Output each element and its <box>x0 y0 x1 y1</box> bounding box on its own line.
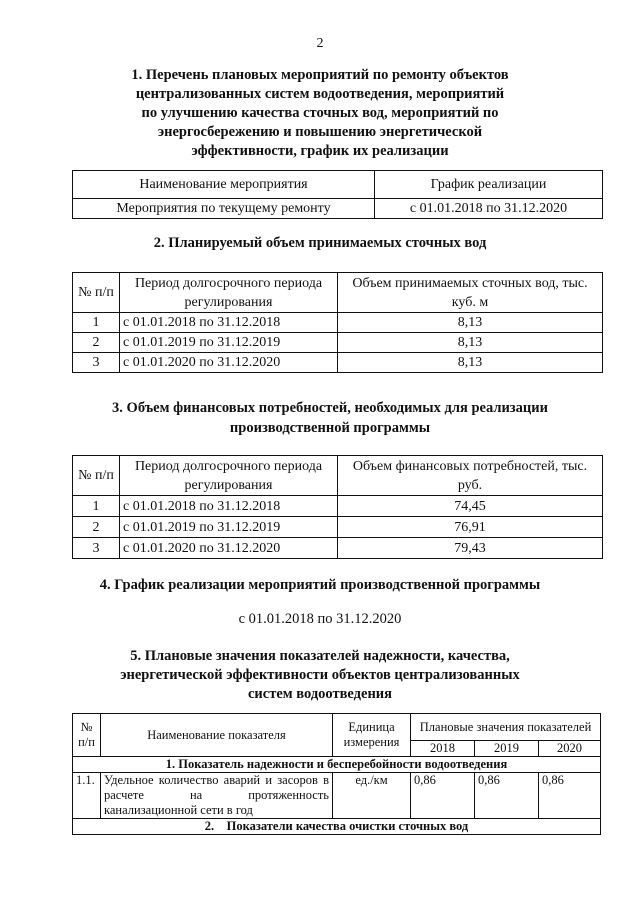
section4-period: с 01.01.2018 по 31.12.2020 <box>238 611 402 627</box>
activity-schedule-cell: с 01.01.2018 по 31.12.2020 <box>375 199 603 219</box>
row-period: с 01.01.2019 по 31.12.2019 <box>120 333 338 353</box>
section5-title-line: систем водоотведения <box>247 686 393 702</box>
row-period: с 01.01.2018 по 31.12.2018 <box>120 496 338 517</box>
row-amount: 79,43 <box>338 538 603 559</box>
row-amount: 76,91 <box>338 517 603 538</box>
table-row <box>73 353 603 373</box>
table-row <box>73 333 603 353</box>
table-row <box>73 538 603 559</box>
header-num: № п/п <box>73 714 101 757</box>
row-value-2020: 0,86 <box>539 773 601 819</box>
indicators-table <box>72 713 601 835</box>
header-num: № п/п <box>73 456 120 496</box>
header-year-2020: 2020 <box>539 741 601 757</box>
row-period: с 01.01.2020 по 31.12.2020 <box>120 353 338 373</box>
table-row <box>73 496 603 517</box>
header-period: Период долгосрочного периода регулирования <box>120 456 338 496</box>
row-period: с 01.01.2020 по 31.12.2020 <box>120 538 338 559</box>
page-number: 2 <box>316 36 324 51</box>
section1-title <box>90 66 550 161</box>
section5-title <box>60 647 580 704</box>
row-period: с 01.01.2019 по 31.12.2019 <box>120 517 338 538</box>
row-unit: ед./км <box>333 773 411 819</box>
row-period: с 01.01.2018 по 31.12.2018 <box>120 313 338 333</box>
header-year-2019: 2019 <box>475 741 539 757</box>
table-row <box>73 313 603 333</box>
header-indicator-name: Наименование показателя <box>101 714 333 757</box>
row-num: 3 <box>73 353 120 373</box>
row-num: 1 <box>73 313 120 333</box>
row-volume: 8,13 <box>338 353 603 373</box>
row-num: 2 <box>73 517 120 538</box>
row-num: 1 <box>73 496 120 517</box>
section4-title: 4. График реализации мероприятий производственной программы <box>99 577 541 593</box>
row-num: 1.1. <box>73 773 101 819</box>
section1-title-line: 1. Перечень плановых мероприятий по ремонту объектов <box>131 67 509 83</box>
row-amount: 74,45 <box>338 496 603 517</box>
row-volume: 8,13 <box>338 313 603 333</box>
activity-name-cell: Мероприятия по текущему ремонту <box>73 199 375 219</box>
row-num: 3 <box>73 538 120 559</box>
section3-title-line: производственной программы <box>229 420 431 436</box>
header-planned-values: Плановые значения показателей <box>411 714 601 741</box>
table-row <box>73 517 603 538</box>
header-year-2018: 2018 <box>411 741 475 757</box>
section3-title <box>60 398 600 438</box>
header-volume: Объем принимаемых сточных вод, тыс. куб. м <box>338 273 603 313</box>
section5-title-line: энергетической эффективности объектов централизованных <box>120 667 520 683</box>
row-value-2019: 0,86 <box>475 773 539 819</box>
header-financial: Объем финансовых потребностей, тыс. руб. <box>338 456 603 496</box>
header-activity-name: Наименование мероприятия <box>73 171 375 199</box>
section1-title-line: централизованных систем водоотведения, мероприятий <box>135 86 505 102</box>
wastewater-volume-table <box>72 272 603 373</box>
section2-title: 2. Планируемый объем принимаемых сточных вод <box>153 235 487 251</box>
row-num: 2 <box>73 333 120 353</box>
header-period: Период долгосрочного периода регулирования <box>120 273 338 313</box>
header-schedule: График реализации <box>375 171 603 199</box>
row-indicator-name: Удельное количество аварий и засоров в расчете на протяженность канализационной сети в год <box>101 773 333 819</box>
financial-needs-table <box>72 455 603 559</box>
row-value-2018: 0,86 <box>411 773 475 819</box>
section3-title-line: 3. Объем финансовых потребностей, необходимых для реализации <box>112 400 548 416</box>
section5-title-line: 5. Плановые значения показателей надежности, качества, <box>130 648 510 664</box>
row-volume: 8,13 <box>338 333 603 353</box>
section1-title-line: энергосбережению и повышению энергетической <box>157 124 483 140</box>
header-unit: Единица измерения <box>333 714 411 757</box>
table-row <box>73 773 601 819</box>
group-cleaning-quality: 2. Показатели качества очистки сточных вод <box>73 819 601 835</box>
activities-table <box>72 170 603 219</box>
group-reliability: 1. Показатель надежности и бесперебойности водоотведения <box>73 757 601 773</box>
section1-title-line: эффективности, график их реализации <box>191 143 449 159</box>
header-num: № п/п <box>73 273 120 313</box>
section1-title-line: по улучшению качества сточных вод, мероприятий по <box>141 105 499 121</box>
